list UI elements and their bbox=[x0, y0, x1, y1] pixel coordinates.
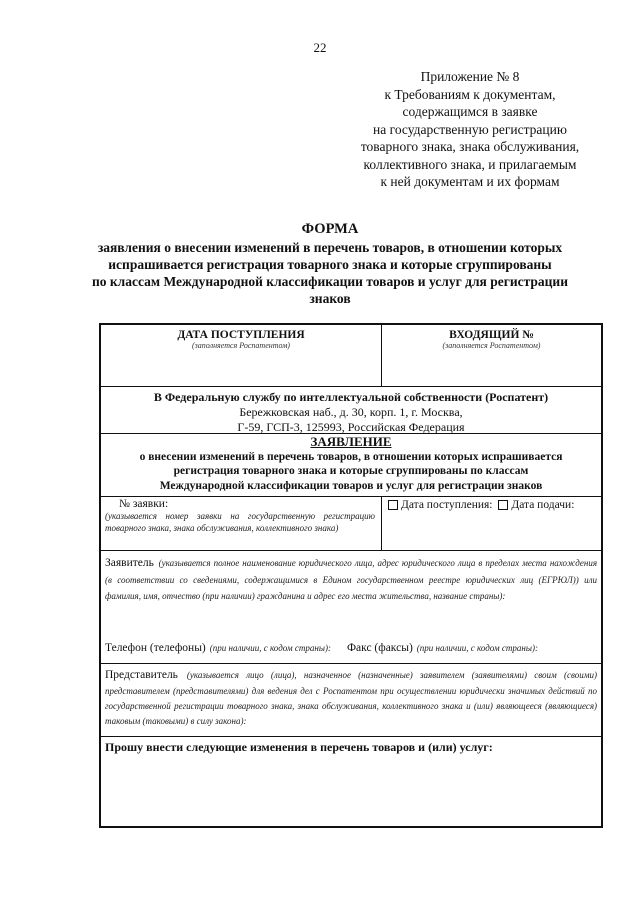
applicant-label: Заявитель bbox=[105, 557, 154, 569]
date-received-hint: (заполняется Роспатентом) bbox=[192, 341, 290, 350]
application-number-cell[interactable] bbox=[105, 498, 375, 534]
statement-line: регистрация товарного знака и которые сгруппированы по классам bbox=[173, 465, 529, 477]
divider bbox=[101, 496, 601, 497]
heading-line: знаков bbox=[309, 291, 351, 306]
received-date-checkbox[interactable] bbox=[388, 500, 398, 510]
rospatent-address-1: Бережковская наб., д. 30, корп. 1, г. Москва, bbox=[239, 405, 463, 419]
page-number: 22 bbox=[313, 40, 327, 55]
contacts-row bbox=[105, 638, 597, 656]
representative-label: Представитель bbox=[105, 669, 178, 681]
forma-title: ФОРМА bbox=[301, 221, 359, 237]
form-heading bbox=[70, 221, 590, 307]
filing-date-label: Дата подачи: bbox=[511, 499, 575, 511]
divider bbox=[101, 550, 601, 551]
representative-field[interactable] bbox=[105, 667, 597, 728]
fax-hint: (при наличии, с кодом страны): bbox=[416, 643, 538, 653]
appendix-line: к ней документам и их формам bbox=[380, 174, 560, 189]
heading-line: по классам Международной классификации товаров и услуг для регистрации bbox=[91, 274, 568, 289]
date-received-cell[interactable] bbox=[101, 329, 381, 350]
appendix-line: к Требованиям к документам, bbox=[384, 86, 556, 102]
statement-line: Международной классификации товаров и услуг для регистрации знаков bbox=[159, 479, 543, 492]
divider bbox=[381, 496, 382, 550]
filing-date-checkbox[interactable] bbox=[498, 500, 508, 510]
request-field[interactable] bbox=[105, 740, 597, 822]
statement-title: ЗАЯВЛЕНИЕ bbox=[310, 434, 392, 449]
representative-hint: (указывается лицо (лица), назначенное (назначенные) заявителем (заявителями) своим (своими) представителем (представителями) для ведения дел с Роспатентом при осуществлении юридически значимых действий по государственной регистрации товарного знака, знака обслуживания, коллективного знака и (или) являющееся (являющиеся) таковым (таковыми) в силу закона): bbox=[105, 670, 597, 726]
dates-cell bbox=[388, 499, 574, 511]
application-number-label: № заявки: bbox=[119, 498, 169, 510]
statement-line: о внесении изменений в перечень товаров, в отношении которых испрашивается bbox=[139, 450, 563, 463]
divider bbox=[101, 736, 601, 737]
phone-label: Телефон (телефоны) bbox=[105, 642, 206, 654]
appendix-block bbox=[340, 68, 600, 191]
incoming-hint: (заполняется Роспатентом) bbox=[442, 341, 541, 350]
appendix-line: Приложение № 8 bbox=[420, 69, 520, 84]
phone-field[interactable] bbox=[105, 638, 335, 655]
appendix-line: товарного знака, знака обслуживания, bbox=[360, 139, 580, 154]
divider bbox=[101, 386, 601, 387]
rospatent-address-2: Г-59, ГСП-3, 125993, Российская Федерация bbox=[237, 420, 465, 434]
heading-line: заявления о внесении изменений в перечень товаров, в отношении которых bbox=[97, 240, 563, 255]
applicant-field[interactable] bbox=[105, 554, 597, 603]
rospatent-title: В Федеральную службу по интеллектуальной собственности (Роспатент) bbox=[153, 390, 549, 404]
rospatent-block bbox=[101, 390, 601, 435]
phone-hint: (при наличии, с кодом страны): bbox=[209, 643, 331, 653]
fax-field[interactable] bbox=[347, 638, 538, 655]
appendix-line: коллективного знака, и прилагаемым bbox=[363, 156, 577, 172]
applicant-hint: (указывается полное наименование юридического лица, адрес юридического лица в пределах места нахождения (в соответствии со сведениями, содержащимися в Едином государственном реестре юридических лиц (ЕГРЮЛ)) или фамилия, имя, отчество (при наличии) гражданина и адрес его места жительства, название страны): bbox=[105, 558, 598, 601]
date-received-title: ДАТА ПОСТУПЛЕНИЯ bbox=[177, 329, 305, 341]
statement-block bbox=[101, 435, 601, 493]
incoming-number-cell[interactable] bbox=[382, 329, 601, 350]
incoming-title: ВХОДЯЩИЙ № bbox=[449, 329, 534, 341]
appendix-line: содержащимся в заявке bbox=[402, 104, 538, 119]
application-number-hint: (указывается номер заявки на государственную регистрацию товарного знака, знака обслуживания, коллективного знака) bbox=[105, 511, 375, 533]
heading-line: испрашивается регистрация товарного знака и которые сгруппированы bbox=[108, 257, 552, 272]
request-label: Прошу внести следующие изменения в перечень товаров и (или) услуг: bbox=[105, 740, 493, 754]
application-form bbox=[99, 323, 603, 828]
divider bbox=[101, 663, 601, 664]
received-date-label: Дата поступления: bbox=[401, 499, 493, 511]
appendix-line: на государственную регистрацию bbox=[373, 121, 567, 137]
fax-label: Факс (факсы) bbox=[346, 642, 413, 654]
